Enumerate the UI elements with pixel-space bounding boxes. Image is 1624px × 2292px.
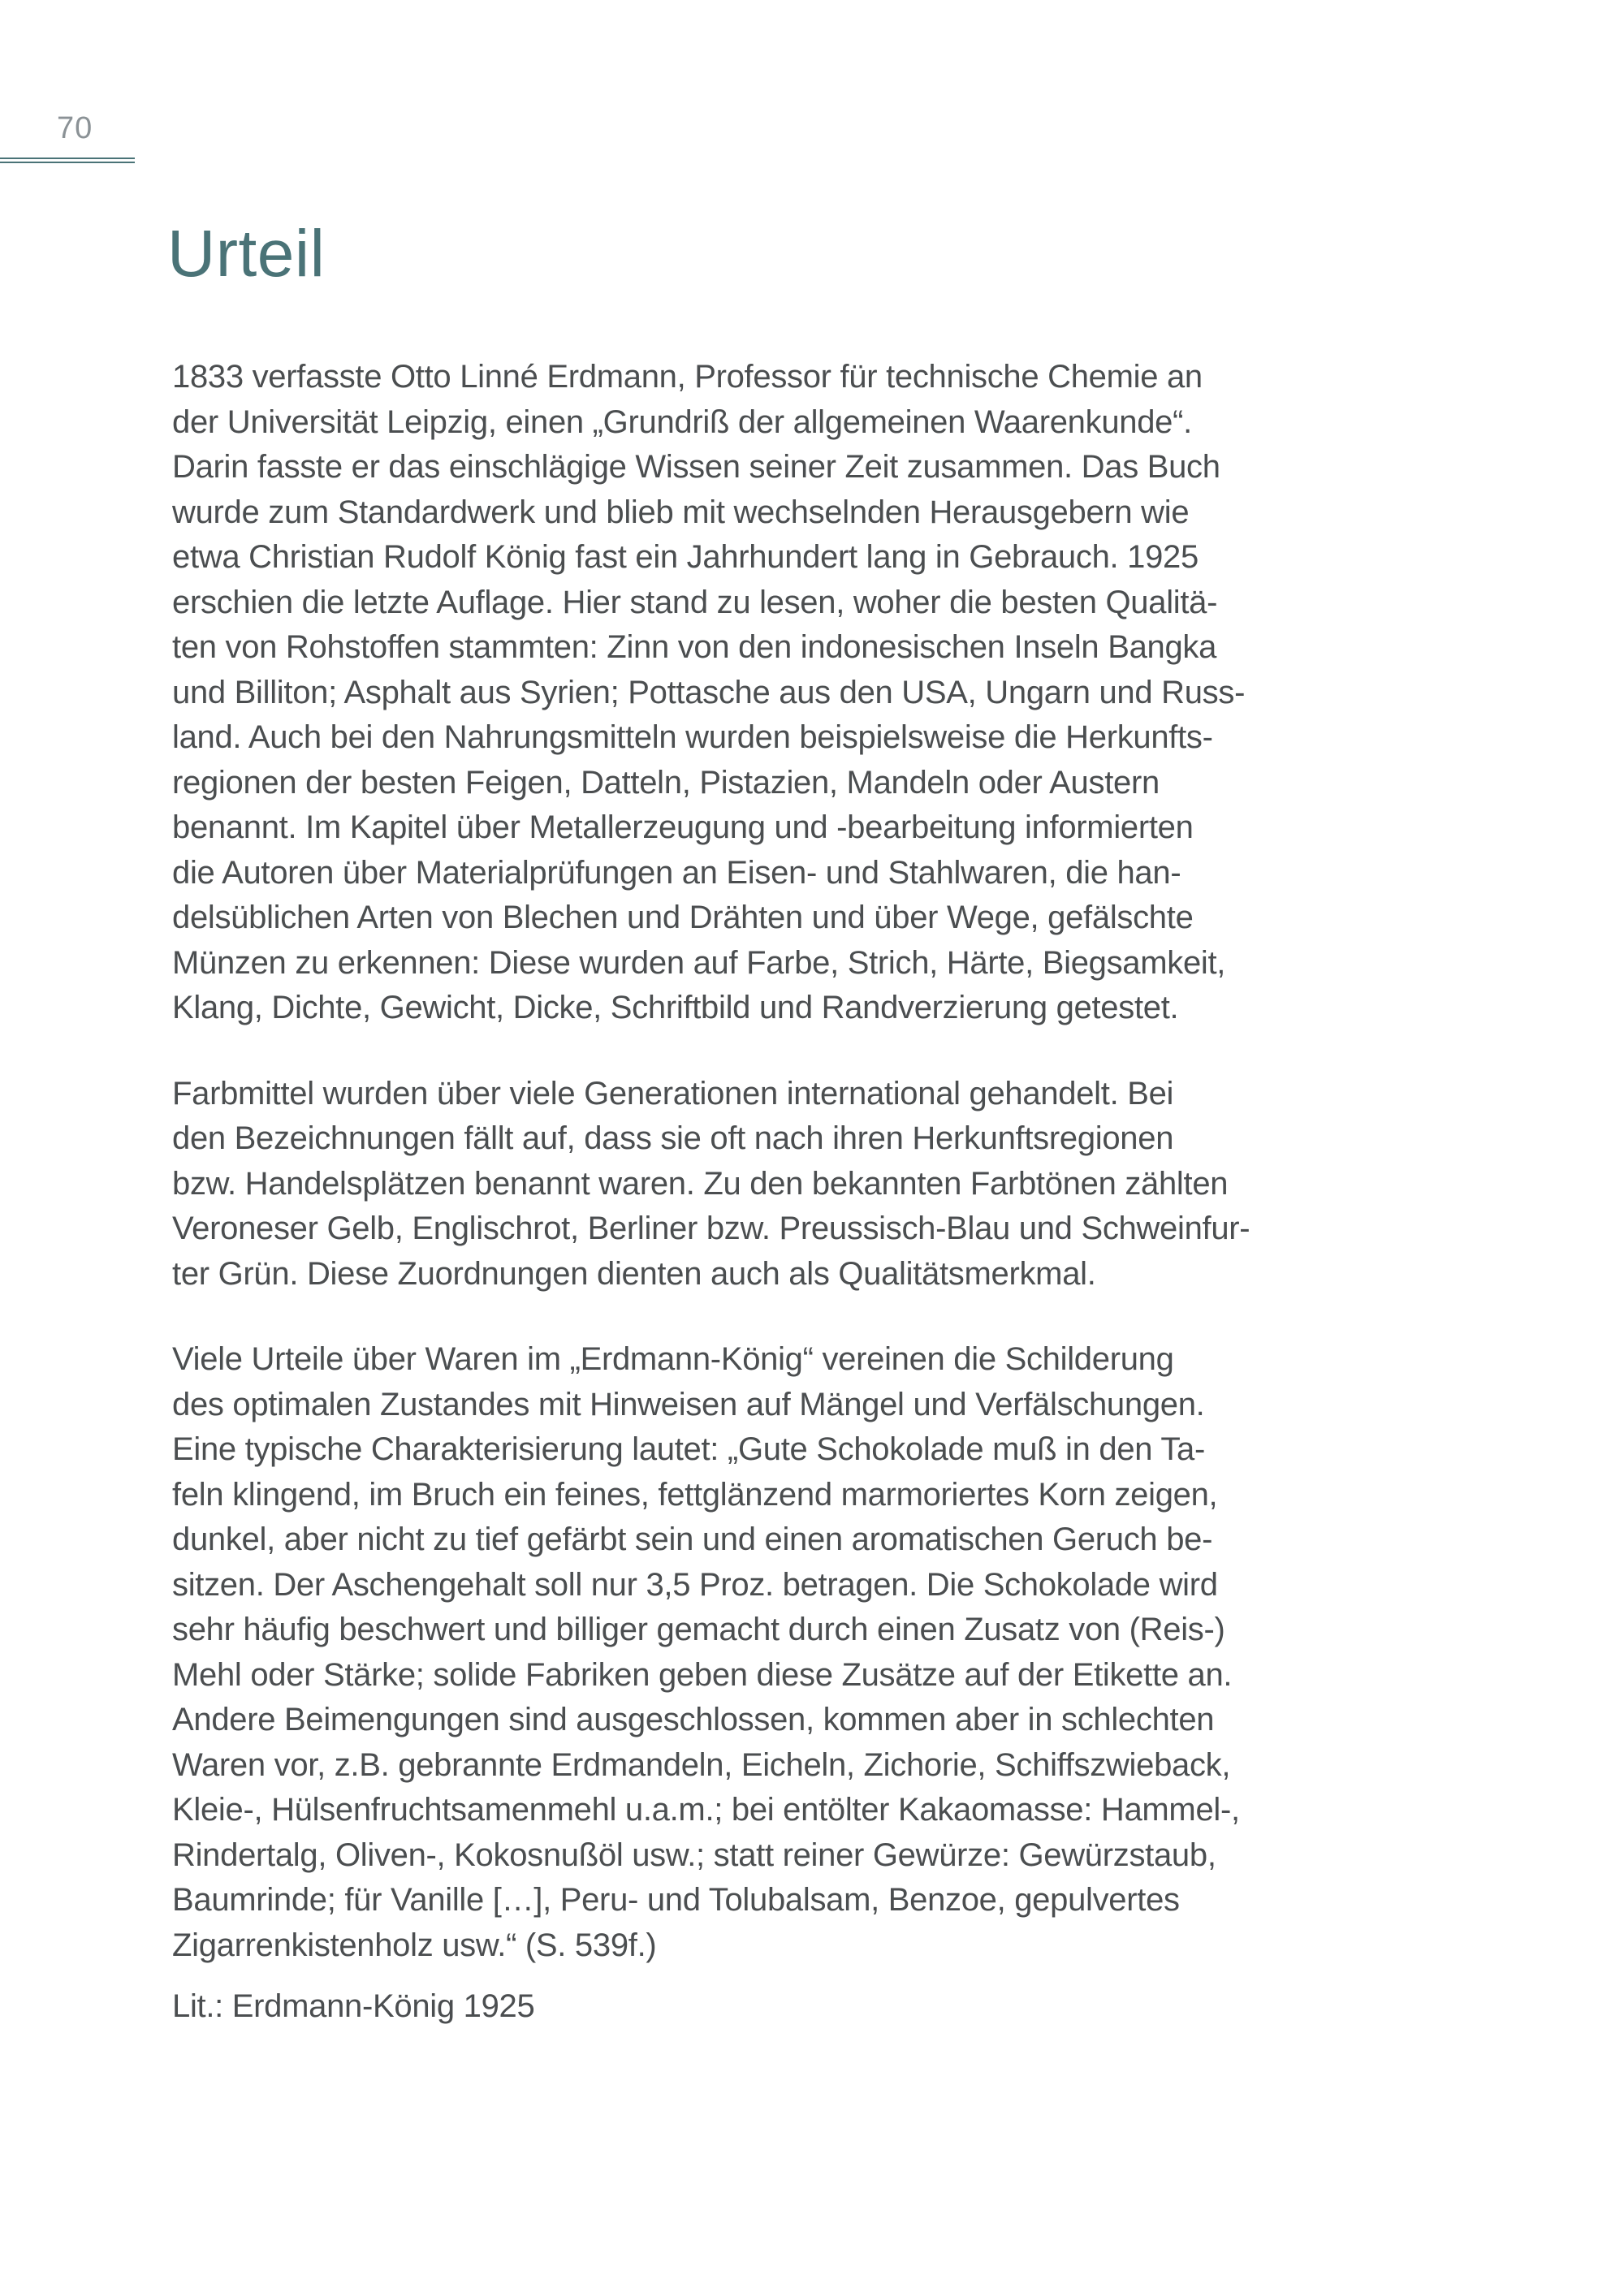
- page-number: 70: [57, 111, 93, 145]
- text-line: die Autoren über Materialprüfungen an Eisen- und Stahlwaren, die han-: [172, 854, 1181, 891]
- text-line: Waren vor, z.B. gebrannte Erdmandeln, Eicheln, Zichorie, Schiffszwieback,: [172, 1746, 1231, 1783]
- text-line: sitzen. Der Aschengehalt soll nur 3,5 Proz. betragen. Die Schokolade wird: [172, 1566, 1218, 1603]
- text-line: Mehl oder Stärke; solide Fabriken geben diese Zusätze auf der Etikette an.: [172, 1656, 1233, 1693]
- text-line: Kleie-, Hülsenfruchtsamenmehl u.a.m.; bei entölter Kakaomasse: Hammel-,: [172, 1792, 1240, 1828]
- literature-reference-line: Lit.: Erdmann-König 1925: [172, 1988, 535, 2024]
- text-line: Darin fasste er das einschlägige Wissen seiner Zeit zusammen. Das Buch: [172, 449, 1220, 485]
- text-line: dunkel, aber nicht zu tief gefärbt sein und einen aromatischen Geruch be-: [172, 1522, 1213, 1557]
- text-line: feln klingend, im Bruch ein feines, fettglänzend marmoriertes Korn zeigen,: [172, 1476, 1218, 1513]
- text-line: Klang, Dichte, Gewicht, Dicke, Schriftbild und Randverzierung getestet.: [172, 990, 1179, 1025]
- paragraph-2: [172, 1072, 1309, 1297]
- text-line: erschien die letzte Auflage. Hier stand zu lesen, woher die besten Qualitä-: [172, 584, 1218, 620]
- text-line: Farbmittel wurden über viele Generationen international gehandelt. Bei: [172, 1075, 1174, 1111]
- paragraph-1: [172, 355, 1309, 1031]
- text-line: wurde zum Standardwerk und blieb mit wechselnden Herausgebern wie: [172, 494, 1190, 530]
- text-line: und Billiton; Asphalt aus Syrien; Pottasche aus den USA, Ungarn und Russ-: [172, 674, 1246, 710]
- text-line: Viele Urteile über Waren im „Erdmann-König“ vereinen die Schilderung: [172, 1341, 1174, 1377]
- text-line: Baumrinde; für Vanille […], Peru- und Tolubalsam, Benzoe, gepulvertes: [172, 1882, 1180, 1918]
- text-line: Rindertalg, Oliven-, Kokosnußöl usw.; statt reiner Gewürze: Gewürzstaub,: [172, 1837, 1216, 1873]
- text-line: bzw. Handelsplätzen benannt waren. Zu den bekannten Farbtönen zählten: [172, 1165, 1229, 1202]
- text-line: 1833 verfasste Otto Linné Erdmann, Professor für technische Chemie an: [172, 359, 1203, 395]
- literature-reference: [172, 1984, 1309, 2030]
- body-text: [172, 355, 1309, 2070]
- text-line: den Bezeichnungen fällt auf, dass sie oft nach ihren Herkunftsregionen: [172, 1120, 1174, 1156]
- text-line: Zigarrenkistenholz usw.“ (S. 539f.): [172, 1927, 657, 1963]
- double-rule: [0, 158, 135, 163]
- text-line: land. Auch bei den Nahrungsmitteln wurden beispielsweise die Herkunfts-: [172, 719, 1213, 755]
- text-line: sehr häufig beschwert und billiger gemacht durch einen Zusatz von (Reis-): [172, 1612, 1225, 1647]
- text-line: benannt. Im Kapitel über Metallerzeugung und -bearbeitung informierten: [172, 809, 1194, 845]
- text-line: Veroneser Gelb, Englischrot, Berliner bzw. Preussisch-Blau und Schweinfur-: [172, 1211, 1250, 1246]
- page-title: Urteil: [167, 217, 326, 291]
- text-line: Andere Beimengungen sind ausgeschlossen, kommen aber in schlechten: [172, 1702, 1215, 1737]
- text-line: Münzen zu erkennen: Diese wurden auf Farbe, Strich, Härte, Biegsamkeit,: [172, 944, 1226, 981]
- text-line: etwa Christian Rudolf König fast ein Jahrhundert lang in Gebrauch. 1925: [172, 539, 1199, 575]
- text-line: ten von Rohstoffen stammten: Zinn von den indonesischen Inseln Bangka: [172, 629, 1217, 665]
- paragraph-3: [172, 1337, 1309, 1968]
- text-line: Eine typische Charakterisierung lautet: „Gute Schokolade muß in den Ta-: [172, 1431, 1205, 1467]
- text-line: des optimalen Zustandes mit Hinweisen auf Mängel und Verfälschungen.: [172, 1386, 1205, 1422]
- text-line: der Universität Leipzig, einen „Grundriß der allgemeinen Waarenkunde“.: [172, 404, 1192, 440]
- text-line: delsüblichen Arten von Blechen und Drähten und über Wege, gefälschte: [172, 900, 1194, 935]
- text-line: regionen der besten Feigen, Datteln, Pistazien, Mandeln oder Austern: [172, 764, 1160, 801]
- text-line: ter Grün. Diese Zuordnungen dienten auch als Qualitätsmerkmal.: [172, 1255, 1096, 1292]
